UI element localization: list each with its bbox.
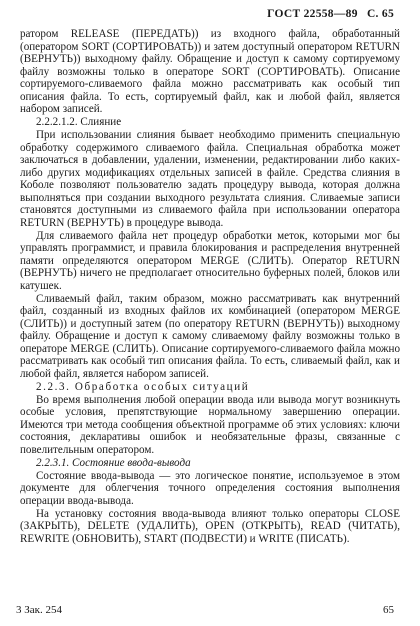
- paragraph-merge-file: Сливаемый файл, таким образом, можно рассматривать как внутренний файл, созданный из входных файлов их комбинацией (оператором MERGE (СЛИТЬ)) и доступный затем (по оператору RETURN (ВЕРНУТЬ)) выходному файлу. Обращение и доступ к самому сливаемому файлу возможны только в операторе MERGE (СЛИТЬ). Описание сортируемого-сливаемого файла можно рассматривать как особый тип описания файла. То есть, сливаемый файл, как и любой файл, является набором записей.: [20, 292, 400, 380]
- page-label: С. 65: [366, 8, 394, 20]
- paragraph-io-status-definition: Состояние ввода-вывода — это логическое понятие, используемое в этом документе для облегчения точного определения состояния выполнения операции ввода-вывода.: [20, 469, 400, 507]
- standard-number: ГОСТ 22558—89: [267, 8, 358, 20]
- paragraph-io-status-operators: На установку состояния ввода-вывода влияют только операторы CLOSE (ЗАКРЫТЬ), DELETE (УДАЛИТЬ), OPEN (ОТКРЫТЬ), READ (ЧИТАТЬ), REWRITE (ОБНОВИТЬ), START (ПОДВЕСТИ) и WRITE (ПИСАТЬ).: [20, 507, 400, 545]
- heading-merge: 2.2.2.1.2. Слияние: [36, 116, 122, 128]
- heading-special-situations: 2.2.3. Обработка особых ситуаций: [36, 380, 250, 393]
- document-body: [20, 28, 400, 545]
- page-number: 65: [383, 604, 394, 616]
- page-header: [261, 8, 394, 20]
- paragraph-special-situations: Во время выполнения любой операции ввода или вывода могут возникнуть особые условия, препятствующие нормальному завершению операции. Имеются три метода сообщения объектной программе об этих условиях: ключи состояния, декларативы ошибок и необязательные фразы, связанные с повелительным оператором.: [20, 393, 400, 456]
- heading-io-status: 2.2.3.1. Состояние ввода-вывода: [36, 456, 191, 469]
- print-order-note: 3 Зак. 254: [16, 604, 62, 616]
- paragraph-merge-intro: При использовании слияния бывает необходимо применить специальную обработку содержимого сливаемого файла. Специальная обработка может заключаться в добавлении, удалении, изменении, редактировании либо каких-либо других модификациях отдельных записей в файле. Средства слияния в Коболе позволяют пользователю задать процедуру вывода, которая должна выполняться при создании выходного результата слияния. Сливаемые записи становятся доступными из сливаемого файла при использовании оператора RETURN (ВЕРНУТЬ) в процедуре вывода.: [20, 129, 400, 229]
- paragraph-merge-labels: Для сливаемого файла нет процедур обработки меток, которыми мог бы управлять программист, и правила блокирования и распределения внутренней памяти определяются оператором MERGE (СЛИТЬ). Оператор RETURN (ВЕРНУТЬ) ничего не предполагает относительно буферных полей, блоков или катушек.: [20, 229, 400, 292]
- paragraph-release: ратором RELEASE (ПЕРЕДАТЬ)) из входного файла, обработанный (оператором SORT (СОРТИРОВАТЬ)) и затем доступный оператором RETURN (ВЕРНУТЬ)) выходному файлу. Обращение и доступ к самому сортируемому файлу возможны только в операторе SORT (СОРТИРОВАТЬ). Описание сортируемого-сливаемого файла можно рассматривать как особый тип описания файла. То есть, сортируемый файл, как и любой файл, является набором записей.: [20, 28, 400, 115]
